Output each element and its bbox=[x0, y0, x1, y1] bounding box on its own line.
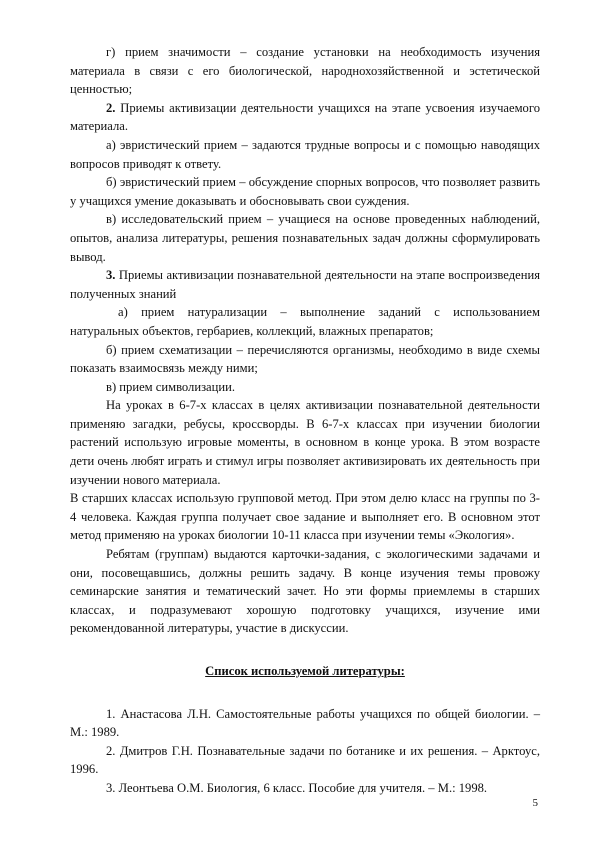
paragraph-heuristic-a: а) эвристический прием – задаются трудные вопросы и с помощью наводящих вопросов приводят к ответу. bbox=[70, 137, 540, 171]
paragraph-significance-method: г) прием значимости – создание установки на необходимость изучения материала в связи с его биологической, народнохозяйственной и эстетической ценностью; bbox=[70, 45, 540, 97]
paragraph-schematization: б) прием схематизации – перечисляются организмы, необходимо в виде схемы показать взаимосвязь между ними; bbox=[70, 342, 540, 376]
section-title: Приемы активизации познавательной деятельности на этапе воспроизведения полученных знаний bbox=[70, 268, 540, 301]
paragraph-research-method: в) исследовательский прием – учащиеся на основе проведенных наблюдений, опытов, анализа литературы, решения познавательных задач должны сформулировать вывод. bbox=[70, 212, 540, 264]
paragraph-naturalization: а) прием натурализации – выполнение заданий с использованием натуральных объектов, гербариев, коллекций, влажных препаратов; bbox=[70, 305, 540, 338]
section-title: Приемы активизации деятельности учащихся на этапе усвоения изучаемого материала. bbox=[70, 100, 540, 134]
section-number: 2. bbox=[106, 100, 116, 115]
reference-item: 3. Леонтьева О.М. Биология, 6 класс. Пособие для учителя. – М.: 1998. bbox=[106, 780, 488, 795]
paragraph-section-2 bbox=[70, 99, 540, 136]
reference-item: 1. Анастасова Л.Н. Самостоятельные работы учащихся по общей биологии. – М.: 1989. bbox=[70, 706, 540, 740]
paragraph-senior-classes: В старших классах использую групповой метод. При этом делю класс на группы по 3-4 человека. Каждая группа получает свое задание и выполняет его. В основном этот метод применяю на уроках биологии 10-11 класса при изучении темы «Экология». bbox=[70, 491, 540, 543]
section-number: 3. bbox=[106, 268, 116, 283]
reference-item: 2. Дмитров Г.Н. Познавательные задачи по ботанике и их решения. – Арктоус, 1996. bbox=[70, 743, 540, 777]
paragraph-group-cards: Ребятам (группам) выдаются карточки-задания, с экологическими задачами и они, посовещавшись, должны решить задачу. В конце изучения темы провожу семинарские занятия и тематический зачет. Но эти формы приемлемы в старших классах, и подразумевают хорошую подготовку учащихся, изучение ими рекомендованной литературы, участие в дискуссии. bbox=[70, 547, 540, 636]
paragraph-symbolization: в) прием символизации. bbox=[106, 379, 236, 394]
page-number: 5 bbox=[532, 797, 538, 809]
paragraph-grades-6-7: На уроках в 6-7-х классах в целях активизации познавательной деятельности применяю загадки, ребусы, кроссворды. В 6-7-х классах при изучении биологии растений использую игровые моменты, в основном в конце урока. В этом возрасте дети очень любят играть и стимул игры позволяет активизировать их деятельность при изучении нового материала. bbox=[70, 398, 540, 487]
document-body bbox=[70, 43, 540, 798]
references-heading: Список используемой литературы: bbox=[205, 664, 405, 678]
paragraph-section-3 bbox=[70, 266, 540, 303]
paragraph-heuristic-b: б) эвристический прием – обсуждение спорных вопросов, что позволяет развить у учащихся умение доказывать и обосновывать свои суждения. bbox=[70, 175, 540, 208]
